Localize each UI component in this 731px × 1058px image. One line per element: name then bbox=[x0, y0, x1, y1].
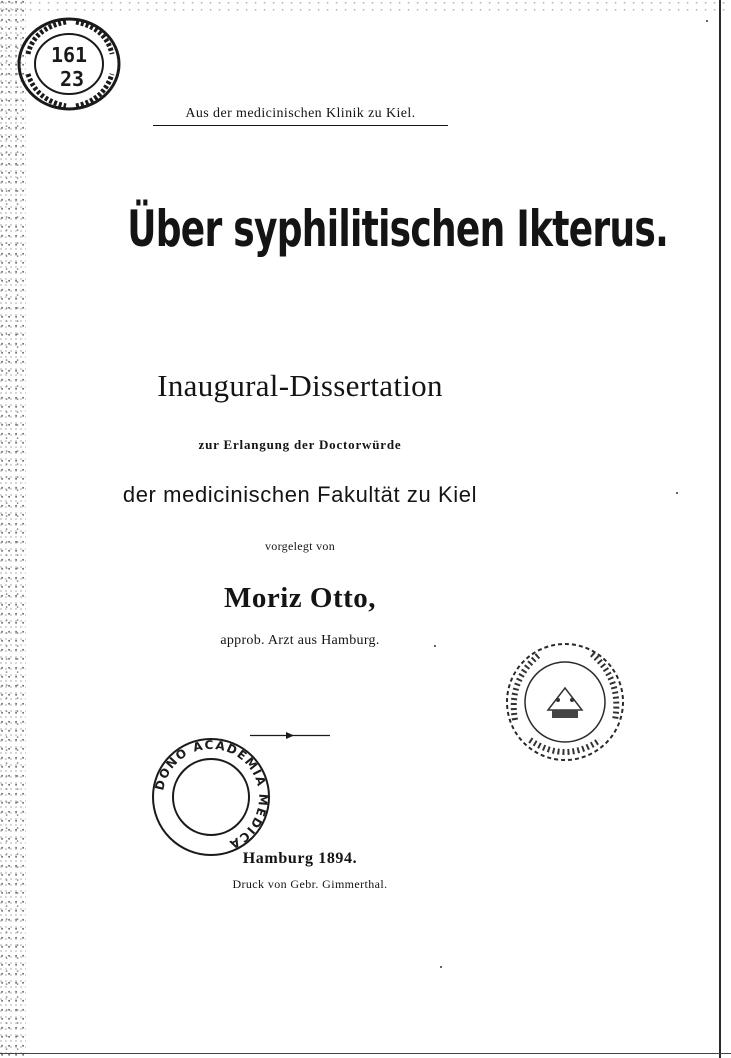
institute-line: Aus der medicinischen Klinik zu Kiel. bbox=[153, 106, 448, 126]
purpose-line: zur Erlangung der Doctorwürde bbox=[198, 437, 402, 452]
scan-dot bbox=[440, 966, 442, 968]
presented-by-line: vorgelegt von bbox=[265, 539, 335, 553]
page-edge-bottom bbox=[0, 1053, 731, 1054]
page-edge-right bbox=[719, 0, 721, 1058]
printer-line: Druck von Gebr. Gimmerthal. bbox=[232, 877, 388, 891]
library-stamp-shelfmark-2: 23 bbox=[59, 67, 85, 91]
faculty-line: der medicinischen Fakultät zu Kiel bbox=[122, 482, 478, 507]
library-stamp-shelfmark-1: 161 bbox=[50, 43, 88, 67]
scan-dot bbox=[434, 645, 436, 647]
document-title: Über syphilitischen Ikterus. bbox=[127, 200, 669, 258]
seal-stamp bbox=[500, 640, 630, 765]
library-stamp bbox=[14, 14, 124, 114]
scan-speckle-top bbox=[0, 0, 731, 14]
place-year: Hamburg 1894. bbox=[242, 850, 358, 867]
scan-dot bbox=[706, 20, 708, 22]
author-info: approb. Arzt aus Hamburg. bbox=[220, 633, 380, 648]
academy-stamp-text: DONO ACADEMIA MEDICA bbox=[152, 737, 271, 853]
academy-stamp bbox=[148, 735, 274, 859]
scan-dot bbox=[676, 492, 678, 494]
document-subtitle: Inaugural-Dissertation bbox=[157, 368, 443, 403]
scan-speckle-left bbox=[0, 0, 26, 1058]
author-name: Moriz Otto, bbox=[223, 582, 377, 614]
